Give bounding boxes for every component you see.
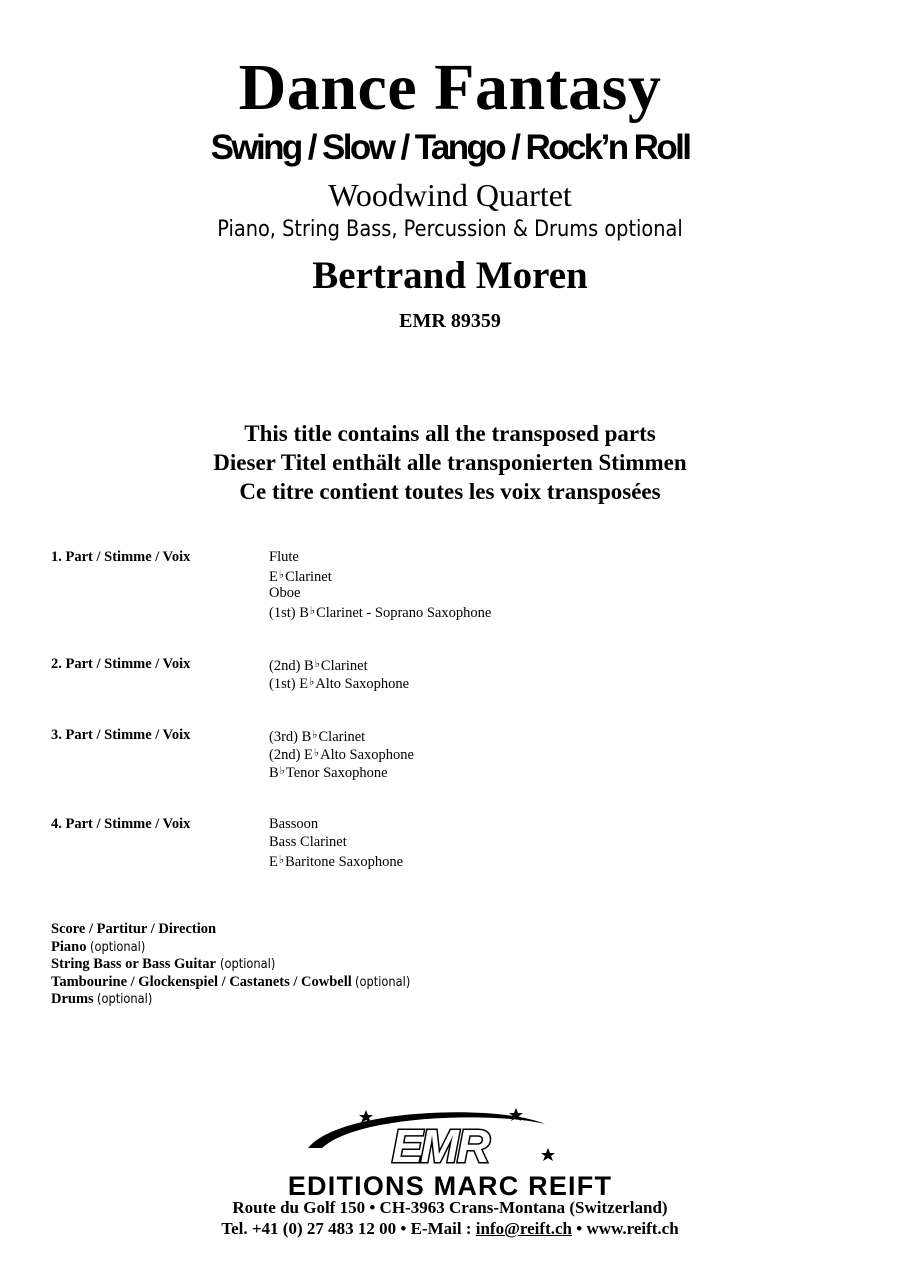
flat-symbol: ♭ xyxy=(309,605,316,617)
notice-french: Ce titre contient toutes les voix transposées xyxy=(239,479,661,504)
extra-part-name: Score / Partitur / Direction xyxy=(51,921,217,937)
extra-part-name: String Bass or Bass Guitar xyxy=(51,956,216,972)
email-label: E-Mail : xyxy=(410,1219,476,1238)
flat-symbol: ♭ xyxy=(312,729,318,741)
optional-note: (optional) xyxy=(90,939,146,955)
instrument-name: Bass Clarinet xyxy=(269,834,347,850)
instrument-name: Bassoon xyxy=(269,816,319,832)
flat-symbol: ♭ xyxy=(278,854,285,866)
logo-star xyxy=(541,1148,555,1161)
extra-part-name: Tambourine / Glockenspiel / Castanets / Cowbell xyxy=(51,973,352,990)
additional-parts xyxy=(51,921,418,1009)
instrument-name: Alto Saxophone xyxy=(320,747,414,763)
instrument xyxy=(269,851,403,869)
optional-note: (optional) xyxy=(97,992,153,1007)
extra-part xyxy=(51,956,418,974)
instrument-key: E xyxy=(269,569,278,585)
instrument xyxy=(269,602,491,620)
flat-symbol: ♭ xyxy=(313,747,320,759)
instrument-list xyxy=(269,655,409,691)
instrument-name: Tenor Saxophone xyxy=(285,765,388,781)
instrument xyxy=(269,673,409,691)
optional-note: (optional) xyxy=(355,974,411,990)
page-title: Dance Fantasy xyxy=(238,51,662,124)
publisher-contact xyxy=(0,1218,900,1240)
separator: • xyxy=(396,1219,411,1238)
instrument xyxy=(269,815,403,833)
instrument-list xyxy=(269,548,491,620)
instrument-key: E xyxy=(304,747,313,763)
instrument-name: Clarinet xyxy=(320,658,368,674)
emr-logo xyxy=(300,1106,570,1170)
instrument xyxy=(269,655,409,673)
part-label: 1. Part / Stimme / Voix xyxy=(51,549,191,565)
extra-part xyxy=(51,939,418,957)
extra-part xyxy=(51,991,418,1009)
extra-part xyxy=(51,921,418,939)
instrument-name: Oboe xyxy=(269,585,301,601)
extra-part-name: Piano xyxy=(51,938,87,955)
instrument-part-number: (1st) xyxy=(269,676,300,692)
instrument-name: Clarinet - Soprano Saxophone xyxy=(316,605,492,621)
instrument-key: E xyxy=(299,676,309,692)
instrument-part-number: (3rd) xyxy=(269,729,302,745)
instrument xyxy=(269,566,491,584)
instrument-key: B xyxy=(269,765,279,781)
instrument-list xyxy=(269,815,403,869)
instrument-part-number: (2nd) xyxy=(269,747,305,763)
instrument-part-number: (2nd) xyxy=(269,658,305,674)
subtitle: Swing / Slow / Tango / Rock’n Roll xyxy=(210,128,690,167)
composer: Bertrand Moren xyxy=(312,254,588,297)
instrument-key: B xyxy=(304,658,314,674)
transposed-parts-notice xyxy=(0,419,900,506)
instrument-key: E xyxy=(269,854,278,870)
instrument-name: Baritone Saxophone xyxy=(285,854,404,870)
instrument-part-number: (1st) xyxy=(269,605,300,621)
instrument-name: Clarinet xyxy=(285,569,332,585)
part-label: 3. Part / Stimme / Voix xyxy=(51,727,191,743)
instrument xyxy=(269,584,491,602)
publisher-address: Route du Golf 150 • CH-3963 Crans-Montana (Switzerland) xyxy=(232,1198,668,1217)
notice-english: This title contains all the transposed parts xyxy=(244,421,656,446)
ensemble: Woodwind Quartet xyxy=(328,177,572,213)
instrument-name: Flute xyxy=(269,549,299,565)
publisher-name: EDITIONS MARC REIFT xyxy=(287,1171,613,1201)
instrument xyxy=(269,762,414,780)
catalog-number: EMR 89359 xyxy=(399,310,501,332)
instrument xyxy=(269,548,491,566)
instrument xyxy=(269,726,414,744)
instrument-key: B xyxy=(299,605,309,621)
part-label: 2. Part / Stimme / Voix xyxy=(51,656,191,672)
instrument-key: B xyxy=(301,729,312,745)
website-link[interactable]: www.reift.ch xyxy=(586,1219,679,1238)
optional-note: (optional) xyxy=(219,957,275,972)
logo-text: EMR xyxy=(391,1120,489,1170)
flat-symbol: ♭ xyxy=(314,658,320,670)
optional-instruments: Piano, String Bass, Percussion & Drums optional xyxy=(217,217,683,242)
flat-symbol: ♭ xyxy=(309,676,315,688)
part-label: 4. Part / Stimme / Voix xyxy=(51,816,191,832)
notice-german: Dieser Titel enthält alle transponierten Stimmen xyxy=(213,450,687,475)
instrument xyxy=(269,833,403,851)
instrument-list xyxy=(269,726,414,780)
instrument xyxy=(269,744,414,762)
extra-part xyxy=(51,974,418,992)
phone: Tel. +41 (0) 27 483 12 00 xyxy=(221,1219,397,1238)
email-link[interactable]: info@reift.ch xyxy=(475,1219,572,1238)
extra-part-name: Drums xyxy=(51,991,94,1007)
flat-symbol: ♭ xyxy=(279,765,285,777)
instrument-name: Alto Saxophone xyxy=(315,676,410,692)
flat-symbol: ♭ xyxy=(278,569,285,581)
separator: • xyxy=(571,1219,587,1238)
instrument-name: Clarinet xyxy=(318,729,366,745)
